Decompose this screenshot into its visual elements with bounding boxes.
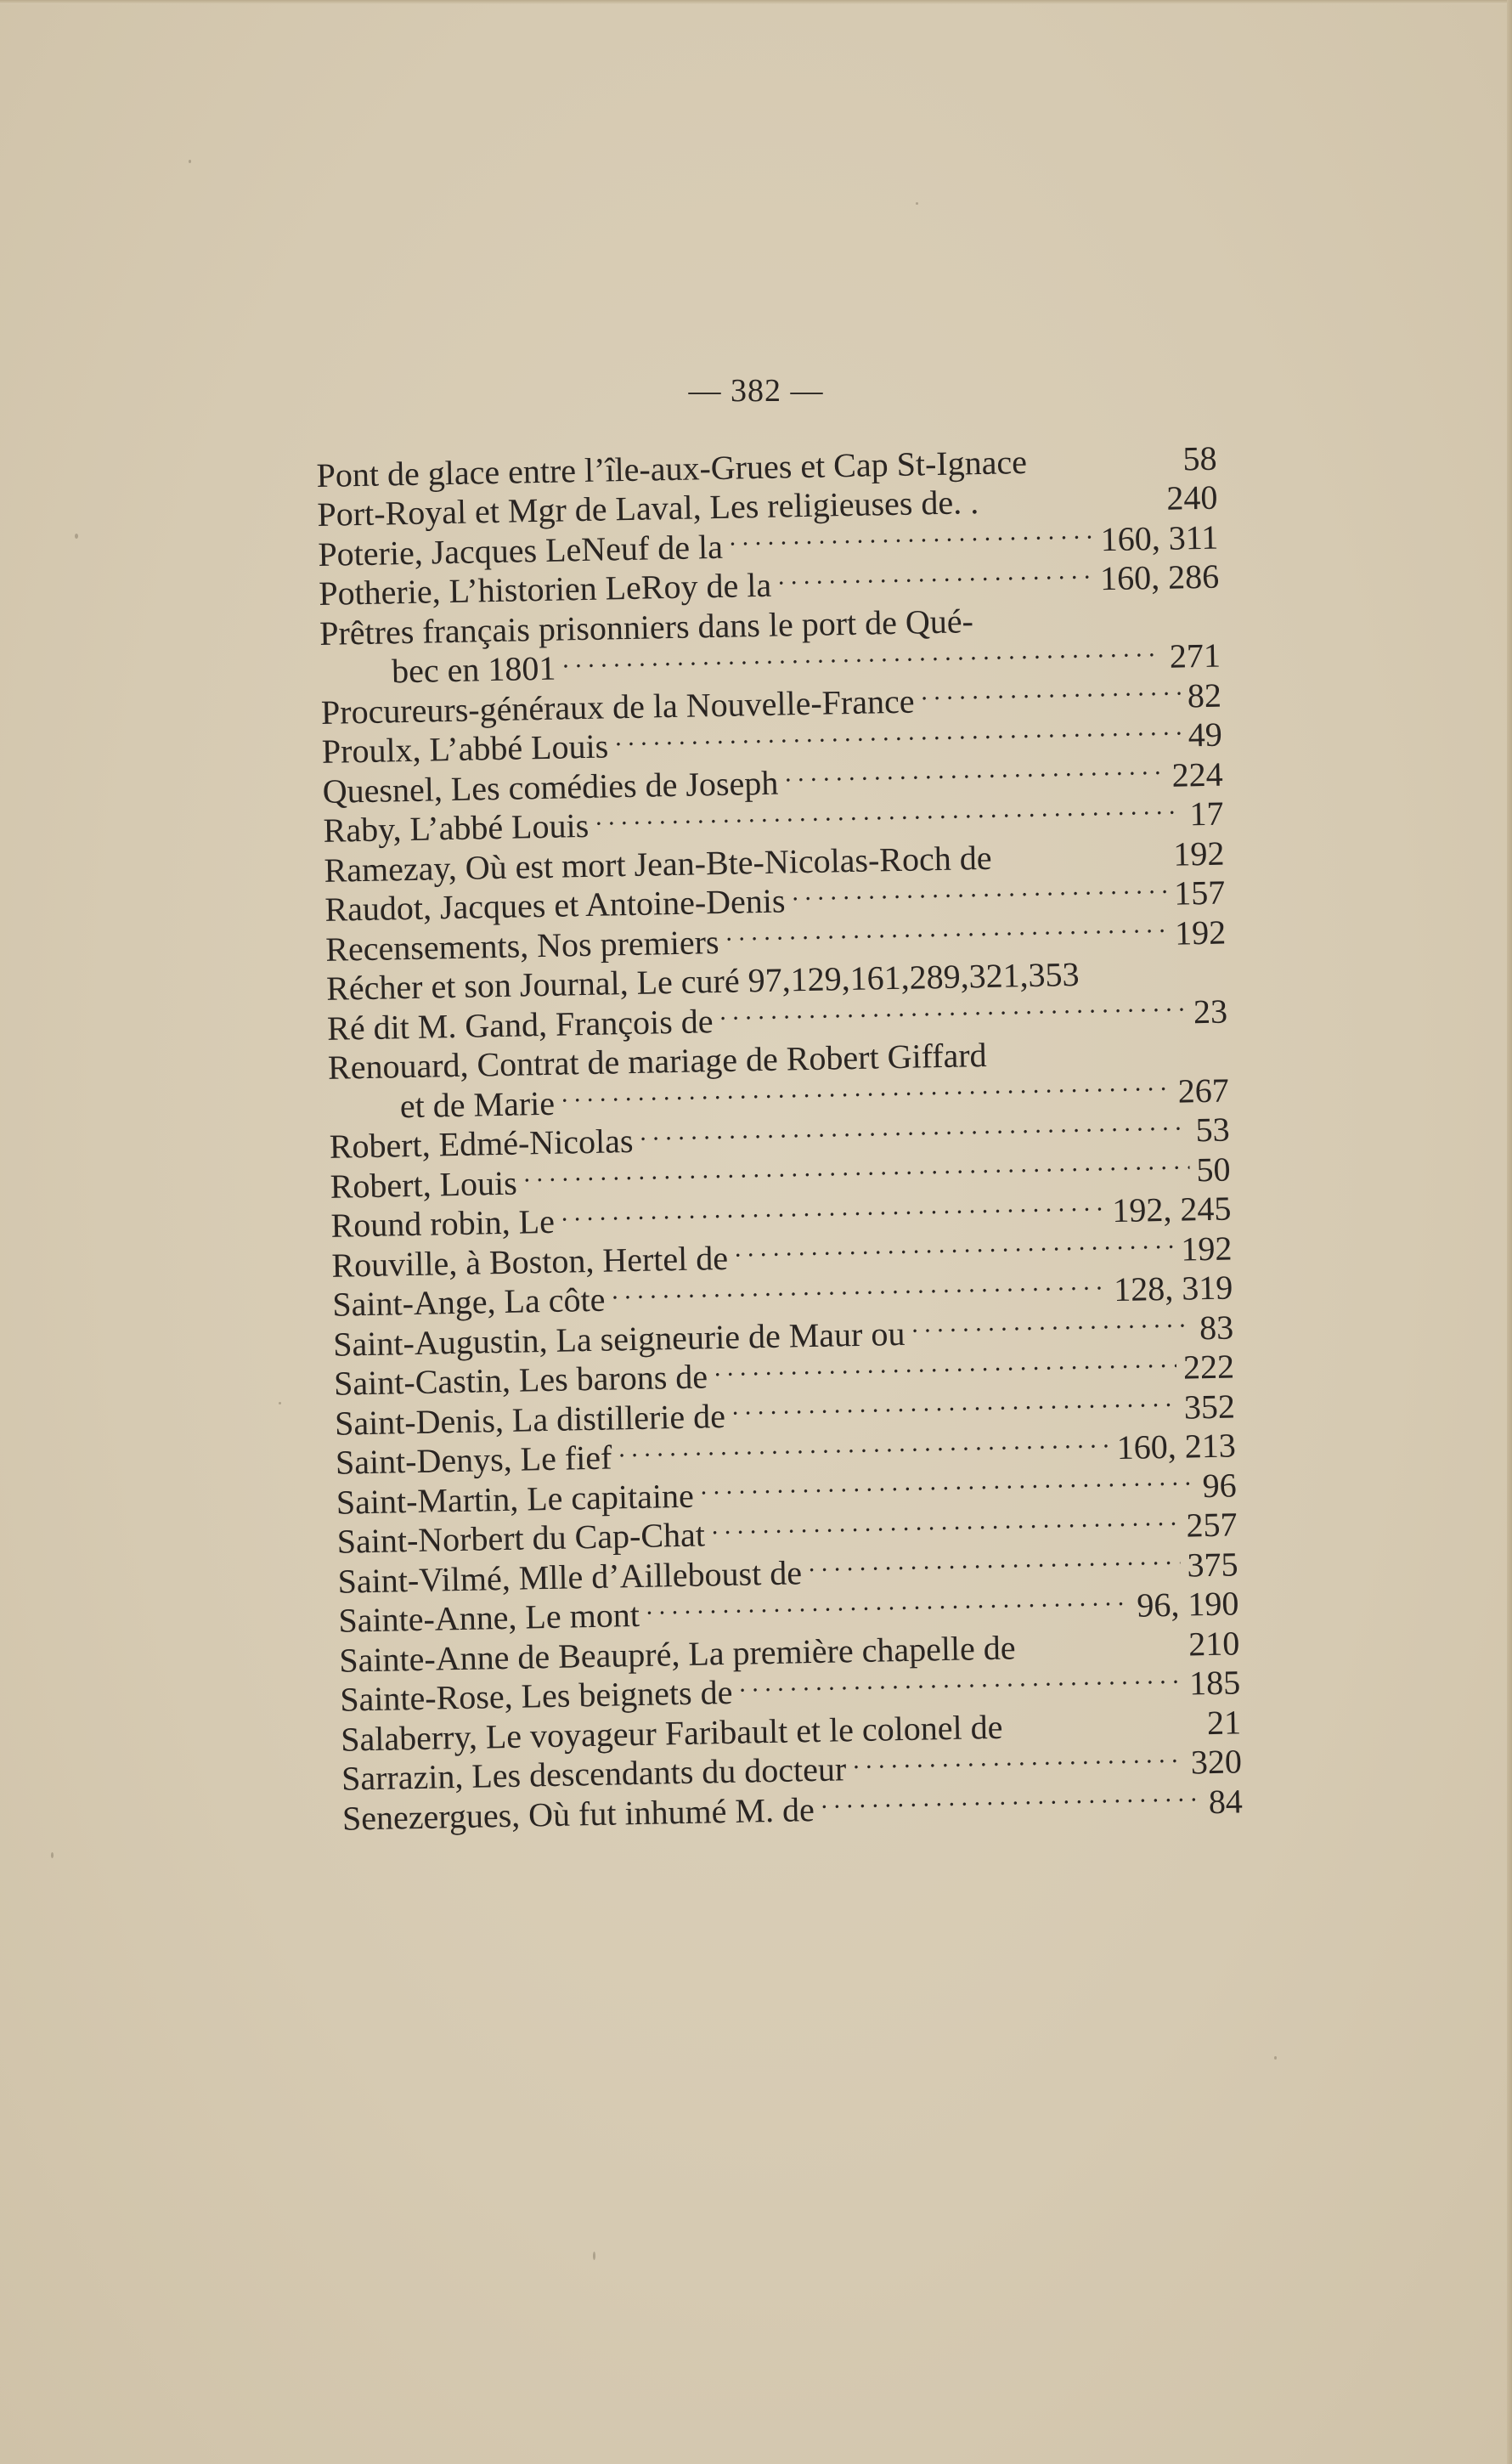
index-entry-pages: 96, 190 [1136, 1584, 1239, 1625]
index-entry-pages: 210 [1188, 1623, 1240, 1664]
index-entry-pages: 192 [1174, 913, 1227, 952]
index-entry-label: Saint-Augustin, La seigneurie de Maur ou [332, 1314, 906, 1364]
page-number: — 382 — [688, 373, 824, 409]
index-entry-label: Sainte-Anne de Beaupré, La première chapelle de [338, 1627, 1016, 1680]
index-entry-pages: 84 [1208, 1781, 1244, 1821]
paper-speck [279, 1402, 281, 1404]
dot-leader [911, 1299, 1193, 1344]
dot-leader [821, 1773, 1202, 1820]
dot-leader [808, 1537, 1180, 1584]
paper-speck [916, 202, 918, 205]
index-entry-label: Saint-Castin, Les barons de [333, 1357, 708, 1403]
index-entry-label: Robert, Louis [330, 1163, 518, 1206]
index-entry-label: Salaberry, Le voyageur Faribault et le colonel de [340, 1707, 1003, 1759]
index-entry-pages: 157 [1173, 873, 1226, 913]
index-entry-pages: 160, 286 [1099, 557, 1220, 598]
index-entry-pages: 320 [1190, 1742, 1243, 1782]
index-entry-pages: 375 [1187, 1544, 1238, 1585]
index-entry-pages: 96 [1202, 1465, 1238, 1505]
index-entry-label: Récher et son Journal, Le curé 97,129,161,289,321,353 [325, 954, 1080, 1008]
dot-leader [792, 865, 1168, 912]
index-entry-pages: 224 [1171, 754, 1224, 794]
paper-speck [1274, 2056, 1277, 2060]
index-entry-pages: 128, 319 [1113, 1268, 1233, 1309]
paper-speck [75, 534, 78, 539]
index-entry-pages: 222 [1182, 1347, 1235, 1387]
index-entry-label: Prêtres français prisonniers dans le port de Qué- [319, 601, 974, 653]
paper-speck [189, 160, 191, 163]
paper-speck [51, 1852, 54, 1858]
paper-speck [593, 2252, 595, 2260]
index-entry-label: Poterie, Jacques LeNeuf de la [317, 527, 724, 574]
index-entry-label: Ré dit M. Gand, François de [326, 1001, 714, 1048]
index-entry-label: Ramezay, Où est mort Jean-Bte-Nicolas-Roch de [324, 838, 992, 890]
index-entry-pages: 160, 311 [1100, 517, 1219, 558]
index-entry-pages: 23 [1193, 992, 1228, 1031]
index-entry-label: Pont de glace entre l’île-aux-Grues et Cap St-Ignace [316, 442, 1028, 494]
index-entry-pages: 49 [1188, 715, 1223, 754]
index-entry-pages: 50 [1196, 1149, 1231, 1189]
index-entry-label: et de Marie [399, 1083, 556, 1125]
index-list [316, 430, 1244, 1838]
dot-leader [734, 1221, 1174, 1269]
index-entry-label: Sainte-Rose, Les beignets de [339, 1672, 733, 1719]
index-entry-label: Saint-Martin, Le capitaine [336, 1476, 695, 1522]
index-entry-label: Senezergues, Où fut inhumé M. de [341, 1789, 815, 1838]
index-entry-pages: 267 [1177, 1071, 1230, 1110]
dot-leader [729, 511, 1094, 557]
index-entry-label: Port-Royal et Mgr de Laval, Les religieuses de. . [317, 483, 979, 534]
index-entry-label: Saint-Ange, La côte [331, 1280, 606, 1324]
index-entry-pages: 53 [1195, 1110, 1231, 1150]
page-top-edge [0, 0, 1512, 4]
index-entry-label: Proulx, L’abbé Louis [321, 726, 609, 771]
index-entry-pages: 82 [1187, 675, 1222, 715]
index-entry-label: Robert, Edmé-Nicolas [329, 1121, 634, 1166]
index-entry-label: Procureurs-généraux de la Nouvelle-France [320, 681, 915, 732]
index-entry-pages: 240 [1165, 478, 1218, 517]
dot-leader [921, 668, 1181, 712]
index-entry-label: bec en 1801 [391, 648, 556, 691]
index-entry-pages: 160, 213 [1116, 1426, 1237, 1467]
index-entry-label: Recensements, Nos premiers [324, 922, 719, 969]
index-entry-pages: 271 [1169, 636, 1221, 675]
index-entry-label: Potherie, L’historien LeRoy de la [318, 565, 772, 613]
dot-leader [853, 1734, 1185, 1780]
index-entry-label: Rouville, à Boston, Hertel de [331, 1238, 729, 1285]
index-entry-pages: 21 [1206, 1702, 1242, 1742]
index-entry-pages: 185 [1188, 1663, 1241, 1703]
index-entry-pages: 58 [1182, 438, 1217, 478]
index-entry-pages: 192 [1172, 834, 1225, 873]
index-entry-label: Saint-Norbert du Cap-Chat [336, 1515, 706, 1561]
index-entry-label: Renouard, Contrat de mariage de Robert Giffard [327, 1035, 987, 1087]
index-entry-pages: 192, 245 [1111, 1189, 1232, 1230]
index-entry-label: Quesnel, Les comédies de Joseph [322, 763, 779, 811]
index-entry-label: Raudot, Jacques et Antoine-Denis [324, 881, 786, 929]
index-entry-label: Sainte-Anne, Le mont [338, 1595, 640, 1640]
index-entry-label: Sarrazin, Les descendants du docteur [341, 1749, 847, 1798]
page-right-edge [1507, 0, 1512, 2464]
index-entry-label: Saint-Denis, La distillerie de [334, 1396, 726, 1443]
index-entry-pages: 17 [1189, 794, 1224, 834]
index-entry-pages: 257 [1186, 1505, 1238, 1545]
index-entry-label: Saint-Vilmé, Mlle d’Ailleboust de [337, 1552, 803, 1601]
index-entry-pages: 192 [1180, 1228, 1233, 1269]
index-entry-label: Raby, L’abbé Louis [323, 805, 590, 850]
index-entry-label: Saint-Denys, Le fief [335, 1438, 612, 1482]
dot-leader [777, 551, 1093, 596]
index-entry-pages: 83 [1199, 1307, 1234, 1347]
index-entry-pages: 352 [1183, 1386, 1236, 1427]
index-entry-label: Round robin, Le [330, 1201, 556, 1245]
